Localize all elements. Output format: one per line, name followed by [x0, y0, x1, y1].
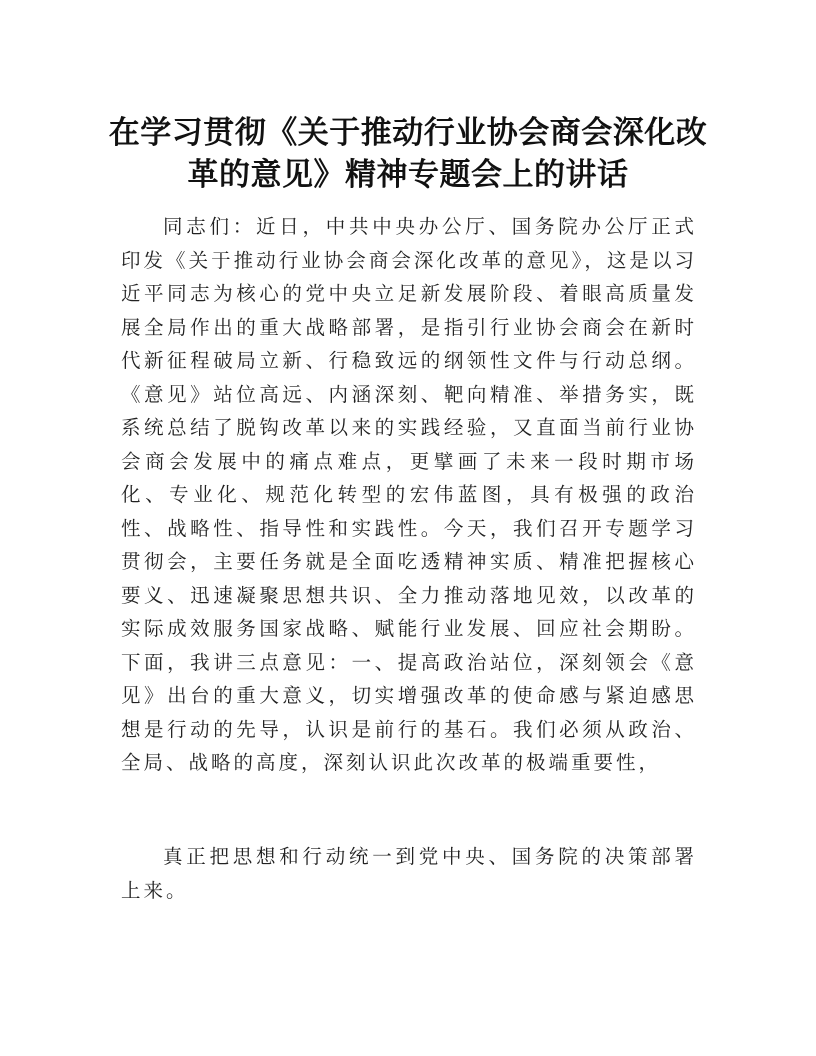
- title-line-2: 革的意见》精神专题会上的讲话: [187, 157, 629, 193]
- body-paragraph-2: 真正把思想和行动统一到党中央、国务院的决策部署上来。: [121, 845, 697, 902]
- title-line-1: 在学习贯彻《关于推动行业协会商会深化改: [108, 115, 708, 151]
- document-title: [100, 112, 716, 196]
- body-paragraph-1: 同志们：近日，中共中央办公厅、国务院办公厅正式印发《关于推动行业协会商会深化改革的意见》，这是以习近平同志为核心的党中央立足新发展阶段、着眼高质量发展全局作出的重大战略部署，是指引行业协会商会在新时代新征程破局立新、行稳致远的纲领性文件与行动总纲。《意见》站位高远、内涵深刻、靶向精准、举措务实，既系统总结了脱钩改革以来的实践经验，又直面当前行业协会商会发展中的痛点难点，更擘画了未来一段时期市场化、专业化、规范化转型的宏伟蓝图，具有极强的政治性、战略性、指导性和实践性。今天，我们召开专题学习贯彻会，主要任务就是全面吃透精神实质、精准把握核心要义、迅速凝聚思想共识、全力推动落地见效，以改革的实际成效服务国家战略、赋能行业发展、回应社会期盼。下面，我讲三点意见：一、提高政治站位，深刻领会《意见》出台的重大意义，切实增强改革的使命感与紧迫感思想是行动的先导，认识是前行的基石。我们必须从政治、全局、战略的高度，深刻认识此次改革的极端重要性，: [121, 215, 697, 774]
